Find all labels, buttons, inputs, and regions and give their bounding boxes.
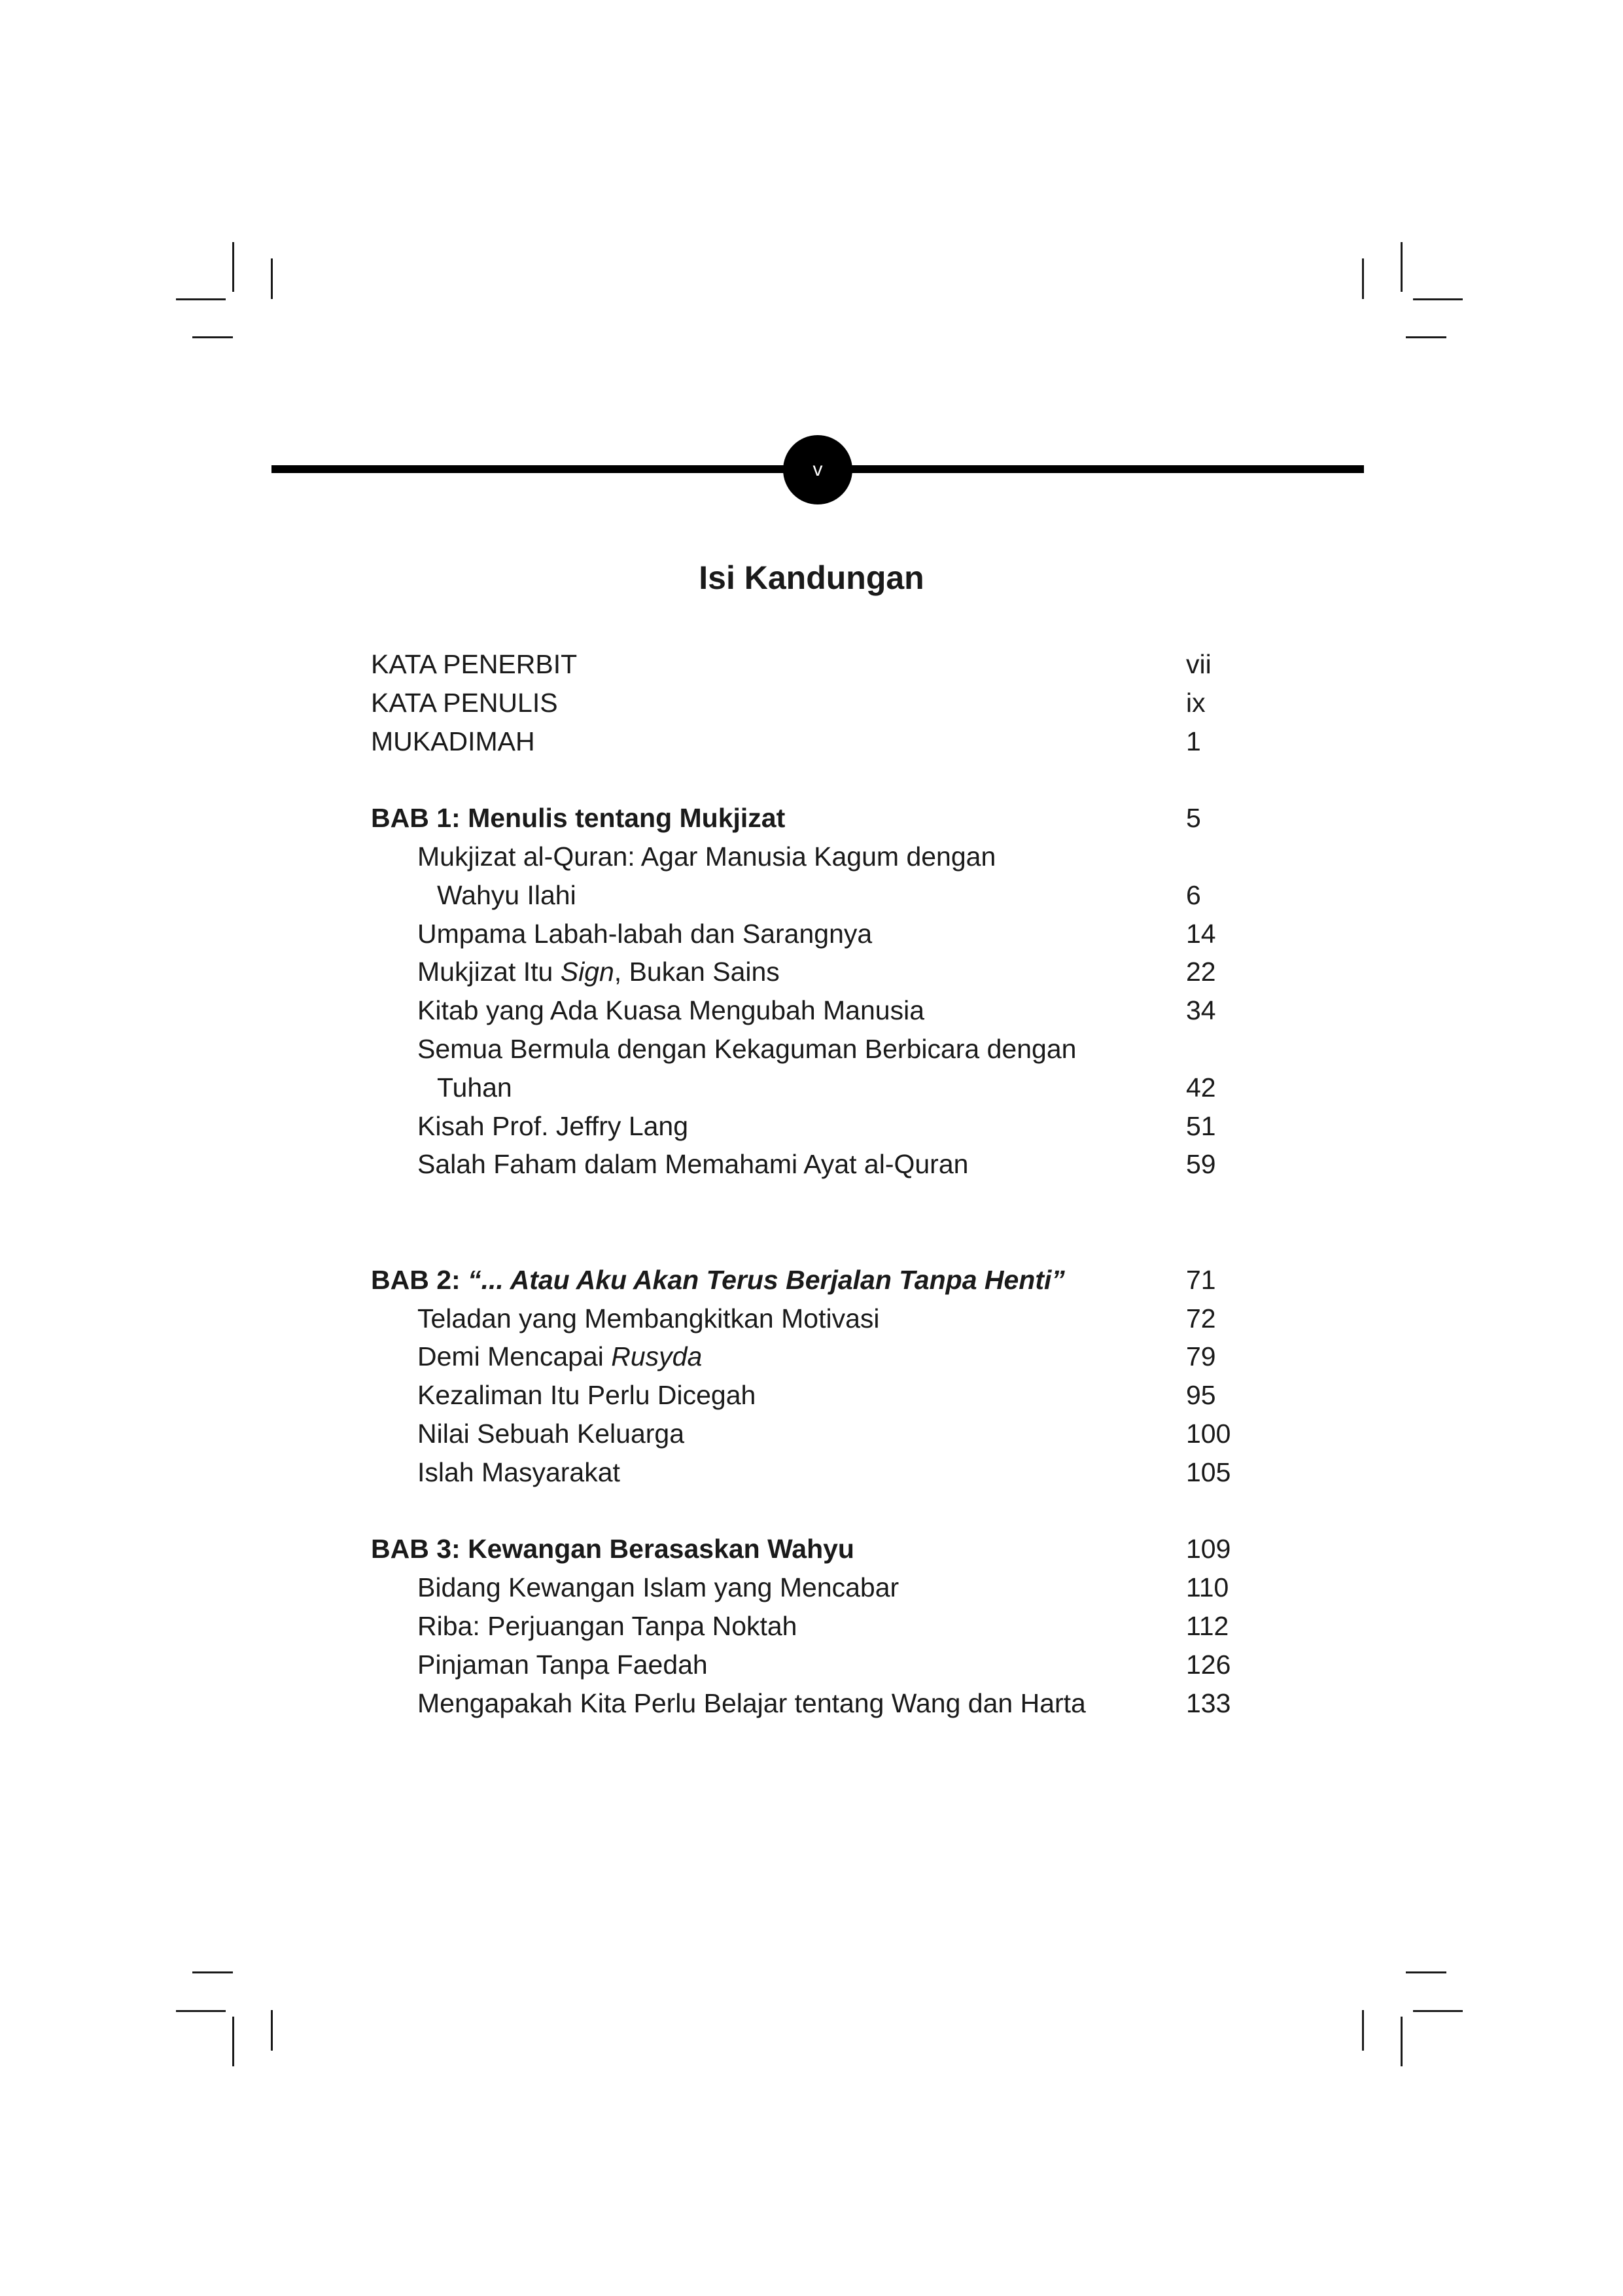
- title-part: Demi Mencapai: [417, 1341, 612, 1372]
- crop-mark: [192, 336, 233, 338]
- crop-mark: [271, 2010, 273, 2051]
- toc-entry-title: Tuhan: [437, 1072, 512, 1103]
- toc-entry[interactable]: [371, 1453, 1319, 1492]
- crop-mark: [176, 2010, 226, 2012]
- toc-entry[interactable]: [371, 1568, 1319, 1607]
- toc-entry[interactable]: [371, 838, 1319, 876]
- toc-entry[interactable]: [371, 1684, 1319, 1723]
- crop-mark: [1362, 258, 1364, 299]
- toc-entry-page: 95: [1186, 1380, 1216, 1411]
- toc-entry-title: [417, 1337, 702, 1376]
- toc-entry-title: [417, 953, 780, 991]
- toc-entry[interactable]: [371, 1299, 1319, 1338]
- toc-entry-page: 22: [1186, 957, 1216, 987]
- title-part-italic: Sign: [560, 957, 614, 987]
- toc-entry[interactable]: [371, 1030, 1319, 1069]
- toc-entry-title: KATA PENULIS: [371, 687, 558, 718]
- toc-entry-continued[interactable]: [371, 876, 1319, 915]
- toc-entry[interactable]: [371, 645, 1319, 684]
- title-part: Mukjizat Itu: [417, 957, 561, 987]
- title-part: , Bukan Sains: [614, 957, 780, 987]
- toc-entry-title: Mengapakah Kita Perlu Belajar tentang Wang dan Harta: [417, 1687, 1086, 1718]
- spacer: [371, 1184, 1319, 1261]
- chapter-page: 71: [1186, 1264, 1216, 1295]
- chapter-title: BAB 3: Kewangan Berasaskan Wahyu: [371, 1534, 854, 1564]
- toc-entry-page: 1: [1186, 726, 1201, 756]
- toc-entry-title: Bidang Kewangan Islam yang Mencabar: [417, 1572, 899, 1603]
- table-of-contents: [371, 645, 1319, 1722]
- toc-entry-page: 133: [1186, 1687, 1231, 1718]
- page-number-badge: [783, 435, 852, 504]
- toc-entry-title: Wahyu Ilahi: [437, 879, 576, 910]
- toc-entry-page: vii: [1186, 649, 1212, 679]
- crop-mark: [271, 258, 273, 299]
- toc-entry[interactable]: [371, 953, 1319, 991]
- crop-mark: [176, 298, 226, 300]
- toc-entry[interactable]: [371, 991, 1319, 1030]
- chapter-title: BAB 1: Menulis tentang Mukjizat: [371, 803, 786, 834]
- chapter-title: [371, 1261, 1065, 1299]
- toc-entry-title: Nilai Sebuah Keluarga: [417, 1418, 684, 1449]
- toc-entry[interactable]: [371, 722, 1319, 761]
- toc-entry-title: Semua Bermula dengan Kekaguman Berbicara dengan: [417, 1033, 1077, 1064]
- toc-entry-page: 126: [1186, 1649, 1231, 1680]
- crop-mark: [232, 2017, 234, 2066]
- toc-entry-title: Mukjizat al-Quran: Agar Manusia Kagum dengan: [417, 841, 996, 872]
- title-part-italic: “... Atau Aku Akan Terus Berjalan Tanpa Henti”: [468, 1264, 1065, 1295]
- toc-entry-title: Kezaliman Itu Perlu Dicegah: [417, 1380, 756, 1411]
- toc-entry-title: MUKADIMAH: [371, 726, 535, 756]
- toc-entry-title: Riba: Perjuangan Tanpa Noktah: [417, 1610, 797, 1641]
- crop-mark: [192, 1971, 233, 1973]
- toc-entry-page: ix: [1186, 687, 1206, 718]
- toc-entry-continued[interactable]: [371, 1069, 1319, 1107]
- toc-entry-title: Kisah Prof. Jeffry Lang: [417, 1110, 689, 1141]
- toc-entry-page: 51: [1186, 1110, 1216, 1141]
- toc-entry-title: Pinjaman Tanpa Faedah: [417, 1649, 708, 1680]
- toc-entry-page: 6: [1186, 879, 1201, 910]
- spacer: [371, 1492, 1319, 1530]
- chapter-page: 109: [1186, 1534, 1231, 1564]
- toc-entry-page: 14: [1186, 918, 1216, 949]
- page-title: Isi Kandungan: [699, 559, 924, 596]
- toc-entry[interactable]: [371, 1646, 1319, 1684]
- toc-entry[interactable]: [371, 1376, 1319, 1415]
- crop-mark: [1362, 2010, 1364, 2051]
- toc-chapter-1[interactable]: [371, 799, 1319, 838]
- title-part-italic: Rusyda: [611, 1341, 703, 1372]
- crop-mark: [232, 242, 234, 292]
- toc-entry-page: 79: [1186, 1341, 1216, 1372]
- toc-entry[interactable]: [371, 1107, 1319, 1146]
- toc-entry-title: Kitab yang Ada Kuasa Mengubah Manusia: [417, 995, 924, 1026]
- chapter-page: 5: [1186, 803, 1201, 834]
- toc-entry[interactable]: [371, 1607, 1319, 1646]
- toc-entry-page: 105: [1186, 1457, 1231, 1487]
- toc-entry-title: Umpama Labah-labah dan Sarangnya: [417, 918, 873, 949]
- title-part: BAB 2:: [371, 1264, 468, 1295]
- toc-entry-title: Teladan yang Membangkitkan Motivasi: [417, 1303, 880, 1333]
- toc-entry-page: 110: [1186, 1572, 1229, 1603]
- toc-entry-page: 72: [1186, 1303, 1216, 1333]
- toc-entry[interactable]: [371, 684, 1319, 722]
- toc-entry-page: 112: [1186, 1610, 1229, 1641]
- crop-mark: [1413, 2010, 1463, 2012]
- toc-entry-title: KATA PENERBIT: [371, 649, 578, 679]
- toc-chapter-2[interactable]: [371, 1261, 1319, 1299]
- toc-entry[interactable]: [371, 1415, 1319, 1453]
- crop-mark: [1401, 242, 1403, 292]
- toc-chapter-3[interactable]: [371, 1530, 1319, 1568]
- toc-entry[interactable]: [371, 915, 1319, 953]
- toc-entry-page: 34: [1186, 995, 1216, 1026]
- toc-entry-page: 59: [1186, 1149, 1216, 1180]
- spacer: [371, 760, 1319, 799]
- toc-entry-title: Islah Masyarakat: [417, 1457, 620, 1487]
- toc-entry[interactable]: [371, 1337, 1319, 1376]
- crop-mark: [1406, 1971, 1446, 1973]
- page-number: v: [812, 459, 823, 480]
- crop-mark: [1406, 336, 1446, 338]
- toc-entry-page: 42: [1186, 1072, 1216, 1103]
- crop-mark: [1413, 298, 1463, 300]
- toc-entry[interactable]: [371, 1145, 1319, 1184]
- toc-entry-page: 100: [1186, 1418, 1231, 1449]
- crop-mark: [1401, 2017, 1403, 2066]
- toc-entry-title: Salah Faham dalam Memahami Ayat al-Quran: [417, 1149, 969, 1180]
